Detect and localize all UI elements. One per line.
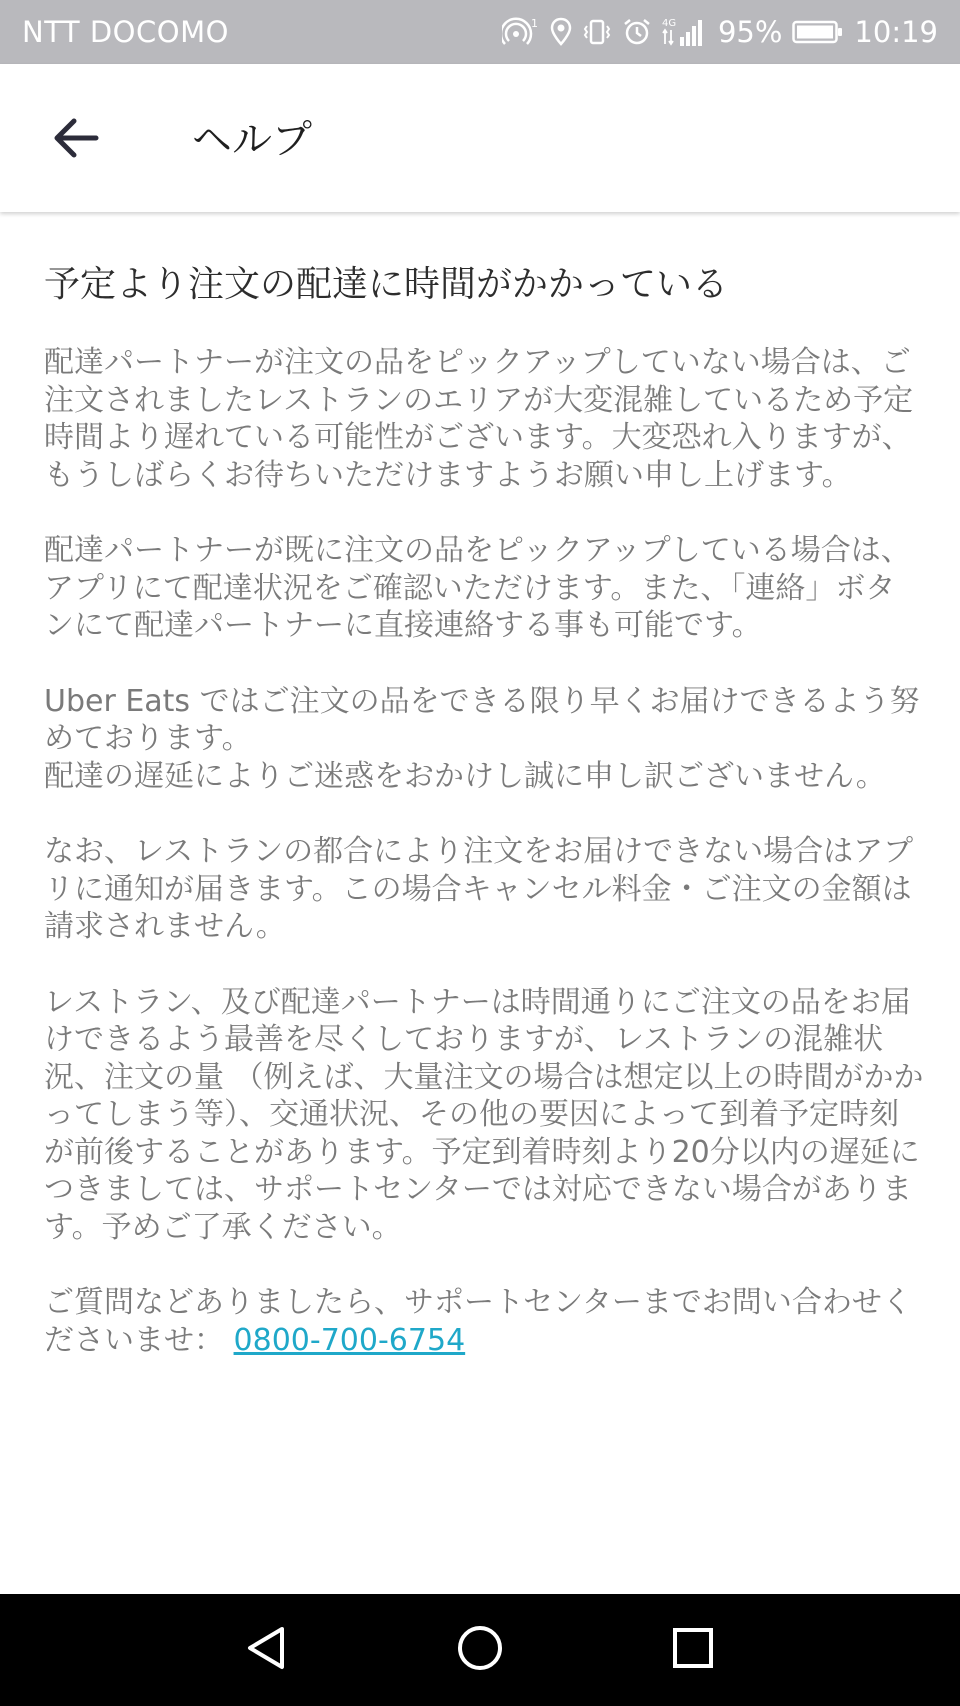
alarm-icon <box>622 17 652 47</box>
location-icon <box>550 17 572 47</box>
vibrate-icon <box>582 17 612 47</box>
status-bar <box>0 0 960 64</box>
network-type-label: 4G <box>661 18 677 29</box>
article-title: 予定より注文の配達に時間がかかっている <box>44 264 729 305</box>
paragraph-contact <box>44 1284 924 1359</box>
nav-home-button[interactable] <box>450 1620 510 1680</box>
system-nav-bar <box>0 1594 960 1706</box>
paragraph-restaurant-cancel: なお、レストランの都合により注文をお届けできない場合はアプリに通知が届きます。この場合キャンセル料金・ご注文の金額は請求されません。 <box>44 834 914 944</box>
apology-line-2: 配達の遅延によりご迷惑をおかけし誠に申し訳ございません。 <box>44 758 886 794</box>
help-article <box>44 260 924 1397</box>
paragraph-pickup-done: 配達パートナーが既に注文の品をピックアップしている場合は、アプリにて配達状況をご確認いただけます。また、「連絡」ボタンにて配達パートナーに直接連絡する事も可能です。 <box>44 533 911 643</box>
paragraph-delay-factors: レストラン、及び配達パートナーは時間通りにご注文の品をお届けできるよう最善を尽くしておりますが、レストランの混雑状況、注文の量 （例えば、大量注文の場合は想定以上の時間がかかってしまう等）、交通状況、その他の要因によって到着予定時刻が前後することがあります。予定到着時刻より20分以内の遅延につきましては、サポートセンターでは対応できない場合があります。予めご了承ください。 <box>44 984 924 1245</box>
nav-back-button[interactable] <box>236 1620 296 1680</box>
status-icons <box>502 15 938 49</box>
page-title: ヘルプ <box>192 117 312 163</box>
contact-text: ご質問などありましたら、サポートセンターまでお問い合わせくださいませ： <box>44 1285 912 1358</box>
back-triangle-icon <box>244 1624 288 1676</box>
home-circle-icon <box>456 1624 504 1676</box>
nav-recents-button[interactable] <box>663 1620 723 1680</box>
carrier-name: NTT DOCOMO <box>22 15 229 49</box>
back-button[interactable] <box>44 108 108 172</box>
recents-square-icon <box>671 1626 715 1674</box>
paragraph-apology <box>44 683 924 796</box>
battery-percent: 95% <box>717 15 783 49</box>
support-phone-link[interactable]: 0800-700-6754 <box>233 1322 466 1358</box>
battery-icon <box>792 19 844 45</box>
paragraph-pickup-pending: 配達パートナーが注文の品をピックアップしていない場合は、ご注文されましたレストランのエリアが大変混雑しているため予定時間より遅れている可能性がございます。大変恐れ入りますが、もうしばらくお待ちいただけますようお願い申し上げます。 <box>44 345 914 493</box>
arrow-left-icon <box>52 116 100 164</box>
app-bar <box>0 64 960 212</box>
apology-line-1: Uber Eats ではご注文の品をできる限り早くお届けできるよう努めております。 <box>44 683 920 756</box>
hotspot-icon <box>502 17 540 47</box>
signal-icon <box>662 16 708 48</box>
clock-time: 10:19 <box>854 15 938 49</box>
svg-text:1: 1 <box>530 17 538 30</box>
